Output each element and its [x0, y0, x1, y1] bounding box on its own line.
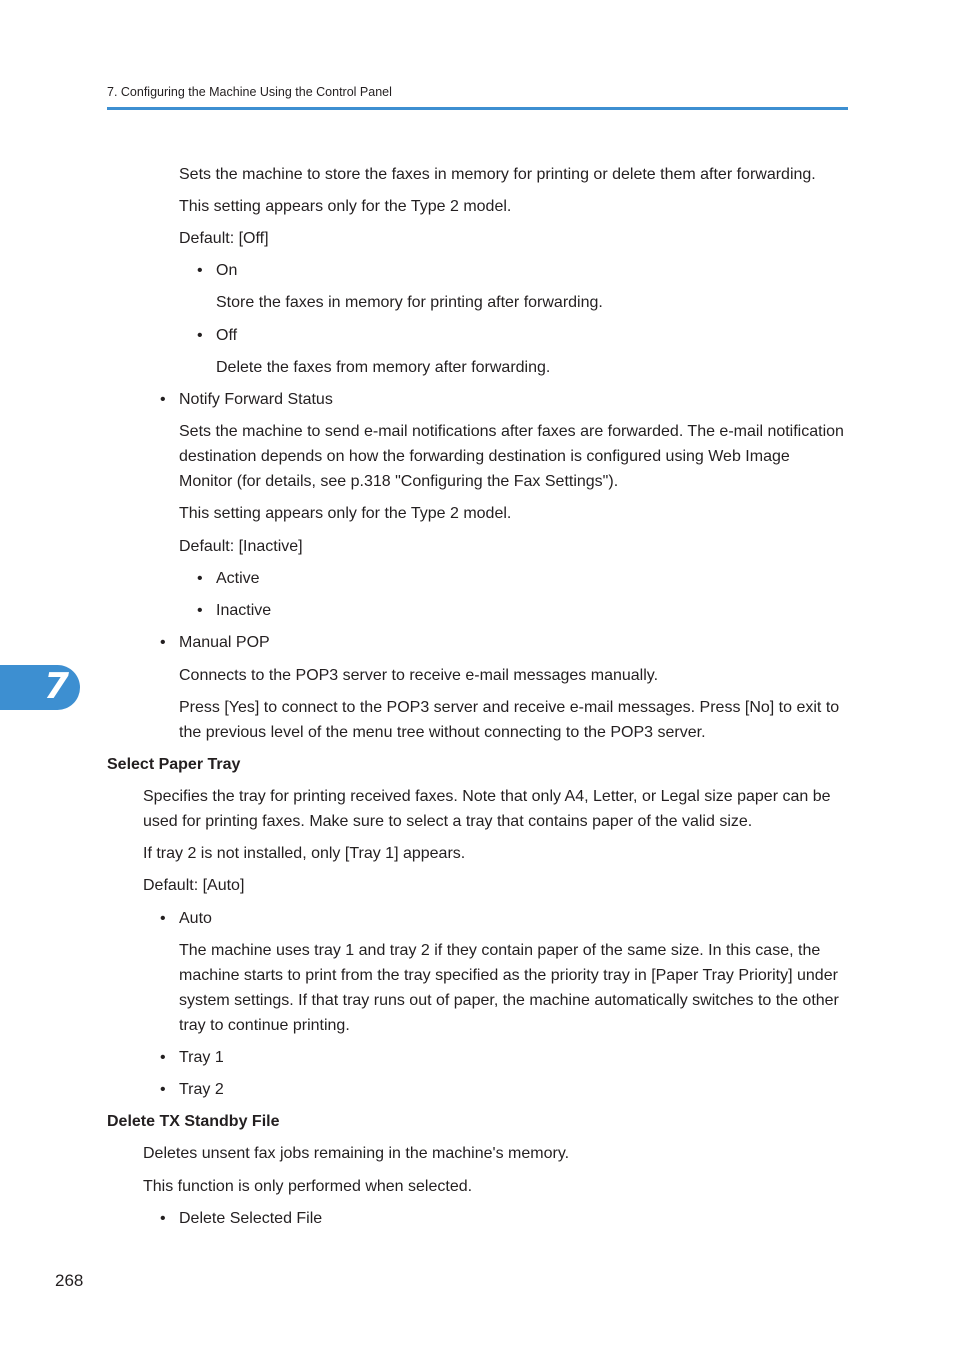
paragraph: Monitor (for details, see p.318 "Configuring the Fax Settings"). — [179, 473, 619, 490]
paragraph: This setting appears only for the Type 2 model. — [179, 198, 512, 215]
chapter-number: 7 — [44, 666, 70, 707]
bullet: • — [160, 1049, 166, 1066]
bullet: • — [197, 327, 203, 344]
bullet: • — [160, 910, 166, 927]
list-item: Off — [216, 327, 238, 344]
paragraph: Delete the faxes from memory after forwarding. — [216, 359, 551, 376]
bullet: • — [160, 634, 166, 651]
paragraph: machine starts to print from the tray specified as the priority tray in [Paper Tray Priority] under — [179, 967, 838, 984]
paragraph: Press [Yes] to connect to the POP3 server and receive e-mail messages. Press [No] to exit to — [179, 699, 840, 716]
bullet: • — [197, 602, 203, 619]
paragraph: This setting appears only for the Type 2 model. — [179, 505, 512, 522]
paragraph: Default: [Inactive] — [179, 538, 303, 555]
paragraph: The machine uses tray 1 and tray 2 if they contain paper of the same size. In this case, the — [179, 942, 821, 959]
list-item: Tray 1 — [179, 1049, 224, 1066]
list-item: Inactive — [216, 602, 272, 619]
paragraph: Default: [Off] — [179, 230, 269, 247]
bullet: • — [197, 570, 203, 587]
list-item: Notify Forward Status — [179, 391, 333, 408]
header-rule — [107, 107, 848, 110]
section-heading: Select Paper Tray — [107, 756, 241, 773]
list-item: Auto — [179, 910, 212, 927]
paragraph: Deletes unsent fax jobs remaining in the machine's memory. — [143, 1145, 570, 1162]
bullet: • — [197, 262, 203, 279]
paragraph: used for printing faxes. Make sure to select a tray that contains paper of the valid size. — [143, 813, 753, 830]
paragraph: This function is only performed when selected. — [143, 1178, 473, 1195]
paragraph: Sets the machine to send e-mail notifications after faxes are forwarded. The e-mail notification — [179, 423, 844, 440]
paragraph: system settings. If that tray runs out of paper, the machine automatically switches to the other — [179, 992, 839, 1009]
list-item: Active — [216, 570, 260, 587]
paragraph: the previous level of the menu tree without connecting to the POP3 server. — [179, 724, 706, 741]
page-number: 268 — [55, 1271, 84, 1290]
paragraph: If tray 2 is not installed, only [Tray 1] appears. — [143, 845, 466, 862]
chapter-tab — [0, 665, 80, 710]
list-item: Delete Selected File — [179, 1210, 323, 1227]
paragraph: Sets the machine to store the faxes in memory for printing or delete them after forwarding. — [179, 166, 816, 183]
bullet: • — [160, 391, 166, 408]
paragraph: Store the faxes in memory for printing after forwarding. — [216, 294, 603, 311]
list-item: Manual POP — [179, 634, 270, 651]
list-item: Tray 2 — [179, 1081, 224, 1098]
bullet: • — [160, 1081, 166, 1098]
paragraph: destination depends on how the forwarding destination is configured using Web Image — [179, 448, 790, 465]
paragraph: Specifies the tray for printing received faxes. Note that only A4, Letter, or Legal size paper can be — [143, 788, 831, 805]
running-title: 7. Configuring the Machine Using the Control Panel — [107, 85, 392, 99]
section-heading: Delete TX Standby File — [107, 1113, 280, 1130]
paragraph: tray to continue printing. — [179, 1017, 350, 1034]
paragraph: Default: [Auto] — [143, 877, 245, 894]
paragraph: Connects to the POP3 server to receive e-mail messages manually. — [179, 667, 659, 684]
list-item: On — [216, 262, 238, 279]
bullet: • — [160, 1210, 166, 1227]
